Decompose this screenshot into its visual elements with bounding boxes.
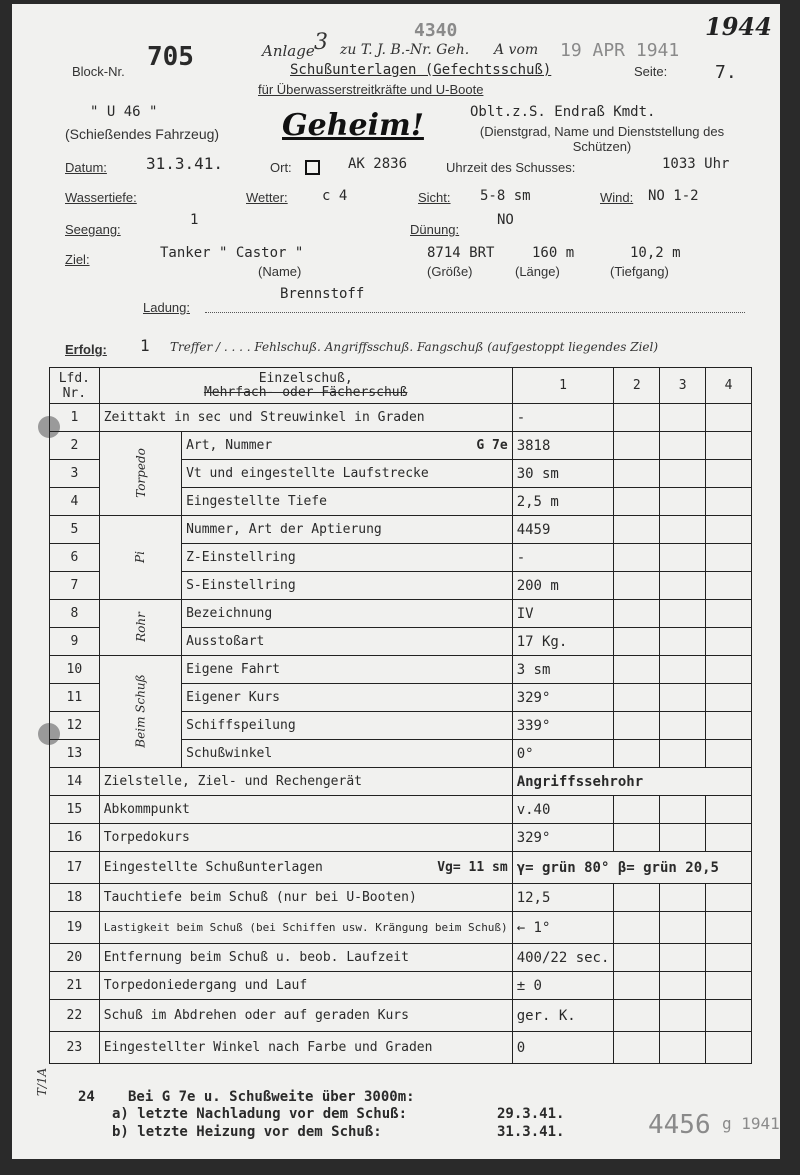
- row-label-text: Entfernung beim Schuß u. beob. Laufzeit: [103, 950, 409, 965]
- table-row: [50, 852, 752, 884]
- row-value-col-1: 0°: [512, 740, 614, 768]
- row-value-col-1: 12,5: [512, 884, 614, 912]
- row-label-text: S-Einstellring: [186, 578, 296, 593]
- row-label: [182, 488, 513, 516]
- group-label-rohr: [99, 600, 181, 656]
- col-lfd-header: Lfd. Nr.: [50, 368, 100, 404]
- seite-label: Seite:: [634, 64, 668, 79]
- row-label-text: Schußwinkel: [186, 746, 273, 761]
- margin-mark: T/1A: [35, 1067, 50, 1097]
- stamp-number: 4340: [414, 20, 458, 41]
- row-value-col-4: [706, 628, 752, 656]
- row-value-col-4: [706, 740, 752, 768]
- row-value-col-3: [660, 544, 706, 572]
- ziel-tiefgang: 10,2 m: [630, 245, 681, 261]
- row-value-col-2: [614, 912, 660, 944]
- block-label: Block-Nr.: [72, 64, 125, 79]
- date-stamp: 19 APR 1941: [560, 40, 680, 61]
- wetter-value: c 4: [322, 188, 348, 204]
- vessel-caption: (Schießendes Fahrzeug): [65, 126, 220, 142]
- row-number: 1: [50, 404, 100, 432]
- ziel-label: Ziel:: [65, 252, 90, 267]
- row-24-b: b) letzte Heizung vor dem Schuß:: [112, 1124, 382, 1140]
- corner-mark: 1944: [705, 12, 772, 41]
- row-value-col-2: [614, 944, 660, 972]
- row-value-col-1: 3818: [512, 432, 614, 460]
- erfolg-options: Treffer / . . . . Fehlschuß. Angriffsschuß. Fangschuß (aufgestoppt liegendes Ziel): [170, 340, 659, 354]
- row-label: [182, 432, 513, 460]
- row-number: 12: [50, 712, 100, 740]
- row-value-col-2: [614, 544, 660, 572]
- col-desc-header: [99, 368, 512, 404]
- row-label-text: Eingestellter Winkel nach Farbe und Graden: [103, 1040, 433, 1055]
- duenung-label: Dünung:: [410, 222, 460, 237]
- row-value-col-2: [614, 572, 660, 600]
- row-value-col-4: [706, 712, 752, 740]
- row-value-col-4: [706, 684, 752, 712]
- row-label-text: Vt und eingestellte Laufstrecke: [186, 466, 429, 481]
- caption-laenge: (Länge): [515, 264, 560, 279]
- row-value-col-3: [660, 432, 706, 460]
- uhrzeit-value: 1033 Uhr: [662, 156, 730, 172]
- vessel-name: " U 46 ": [90, 104, 158, 120]
- ref-label: zu T. J. B.-Nr. Geh.: [340, 42, 470, 58]
- table-row: [50, 404, 752, 432]
- table-row: [50, 432, 752, 460]
- row-label-text: Abkommpunkt: [103, 802, 190, 817]
- row-label-text: Zeittakt in sec und Streuwinkel in Graden: [103, 410, 425, 425]
- form-title: Schußunterlagen (Gefechtsschuß): [290, 62, 552, 78]
- row-label-text: Eingestellte Tiefe: [186, 494, 327, 509]
- row-value-col-1: 339°: [512, 712, 614, 740]
- row-label: [182, 544, 513, 572]
- row-value-col-1: 17 Kg.: [512, 628, 614, 656]
- row-value-col-3: [660, 684, 706, 712]
- row-label-text: Eingestellte Schußunterlagen: [103, 860, 323, 875]
- wind-value: NO 1-2: [648, 188, 699, 204]
- row-value-col-4: [706, 600, 752, 628]
- ziel-groesse: 8714 BRT: [427, 245, 495, 261]
- row-value-col-3: [660, 884, 706, 912]
- row-number: 9: [50, 628, 100, 656]
- sicht-label: Sicht:: [418, 190, 451, 205]
- row-value-col-1: 329°: [512, 684, 614, 712]
- row-extra-note: G 7e: [476, 438, 508, 453]
- row-value-col-2: [614, 404, 660, 432]
- row-24-b-value: 31.3.41.: [497, 1124, 565, 1140]
- row-label-text: Nummer, Art der Aptierung: [186, 522, 382, 537]
- row-label: [99, 824, 512, 852]
- row-value-col-3: [660, 404, 706, 432]
- row-number: 15: [50, 796, 100, 824]
- col-3-header: 3: [660, 368, 706, 404]
- row-value-col-4: [706, 796, 752, 824]
- row-value-col-2: [614, 972, 660, 1000]
- row-label-text: Bezeichnung: [186, 606, 273, 621]
- bottom-stamp: 4456: [648, 1110, 711, 1140]
- row-value-col-3: [660, 1032, 706, 1064]
- row-label: [182, 460, 513, 488]
- seegang-label: Seegang:: [65, 222, 121, 237]
- table-row: [50, 796, 752, 824]
- row-24-a-value: 29.3.41.: [497, 1106, 565, 1122]
- row-label: [99, 884, 512, 912]
- ziel-laenge: 160 m: [532, 245, 575, 261]
- row-value-col-3: [660, 516, 706, 544]
- datum-value: 31.3.41.: [146, 154, 224, 173]
- row-value-col-3: [660, 1000, 706, 1032]
- row-value-col-1: ± 0: [512, 972, 614, 1000]
- row-label: [99, 912, 512, 944]
- row-24-a: a) letzte Nachladung vor dem Schuß:: [112, 1106, 408, 1122]
- row-value-col-1: 2,5 m: [512, 488, 614, 516]
- row-label-text: Tauchtiefe beim Schuß (nur bei U-Booten): [103, 890, 417, 905]
- row-value-col-1: ← 1°: [512, 912, 614, 944]
- row-label: [99, 796, 512, 824]
- bottom-stamp-year: g 1941: [722, 1114, 780, 1133]
- caption-name: (Name): [258, 264, 302, 279]
- ladung-label: Ladung:: [143, 300, 190, 315]
- group-label-pi: [99, 516, 181, 600]
- col-4-header: 4: [706, 368, 752, 404]
- row-value-col-3: [660, 572, 706, 600]
- row-24-text: Bei G 7e u. Schußweite über 3000m:: [128, 1089, 415, 1105]
- caption-tiefgang: (Tiefgang): [610, 264, 669, 279]
- row-value-col-2: [614, 1000, 660, 1032]
- row-value-col-4: [706, 1000, 752, 1032]
- row-value-col-2: [614, 628, 660, 656]
- row-value-col-4: [706, 460, 752, 488]
- table-row: [50, 1000, 752, 1032]
- erfolg-label: Erfolg:: [65, 342, 107, 357]
- row-value-col-2: [614, 712, 660, 740]
- table-row: [50, 516, 752, 544]
- sicht-value: 5-8 sm: [480, 188, 531, 204]
- ort-label: Ort:: [270, 160, 292, 175]
- row-value-col-1: Angriffssehrohr: [512, 768, 751, 796]
- row-label: [99, 768, 512, 796]
- row-value-col-2: [614, 1032, 660, 1064]
- group-label-text: Pi: [133, 551, 148, 563]
- row-value-col-2: [614, 740, 660, 768]
- row-value-col-4: [706, 432, 752, 460]
- row-number: 8: [50, 600, 100, 628]
- row-value-col-1: IV: [512, 600, 614, 628]
- col-head-line1: Einzelschuß,: [258, 370, 353, 386]
- erfolg-value: 1: [140, 336, 150, 355]
- row-value-col-3: [660, 972, 706, 1000]
- row-value-col-1: 30 sm: [512, 460, 614, 488]
- ladung-value: Brennstoff: [280, 286, 365, 302]
- table-row: [50, 912, 752, 944]
- row-value-col-3: [660, 796, 706, 824]
- group-label-text: Beim Schuß: [133, 674, 148, 748]
- row-label-text: Zielstelle, Ziel- und Rechengerät: [103, 774, 362, 789]
- row-value-col-2: [614, 684, 660, 712]
- row-label-text: Torpedokurs: [103, 830, 190, 845]
- row-value-col-1: -: [512, 544, 614, 572]
- wassertiefe-label: Wassertiefe:: [65, 190, 137, 205]
- row-value-col-3: [660, 824, 706, 852]
- row-value-col-1: -: [512, 404, 614, 432]
- row-value-col-4: [706, 944, 752, 972]
- form-subtitle: für Überwasserstreitkräfte und U-Boote: [258, 82, 484, 97]
- row-value-col-4: [706, 656, 752, 684]
- row-value-col-2: [614, 656, 660, 684]
- table-row: [50, 972, 752, 1000]
- row-label: [99, 1000, 512, 1032]
- row-label: [99, 404, 512, 432]
- row-number: 6: [50, 544, 100, 572]
- row-value-col-1: 329°: [512, 824, 614, 852]
- row-number: 16: [50, 824, 100, 852]
- checkbox-icon: [305, 160, 320, 175]
- row-value-col-2: [614, 600, 660, 628]
- wind-label: Wind:: [600, 190, 634, 205]
- caption-groesse: (Größe): [427, 264, 473, 279]
- row-value-col-4: [706, 1032, 752, 1064]
- ort-value: AK 2836: [348, 156, 408, 172]
- row-number: 2: [50, 432, 100, 460]
- row-value-col-2: [614, 432, 660, 460]
- row-label: [182, 684, 513, 712]
- row-value-col-3: [660, 944, 706, 972]
- row-value-col-3: [660, 712, 706, 740]
- row-label-text: Eigene Fahrt: [186, 662, 280, 677]
- row-value-col-2: [614, 884, 660, 912]
- ladung-dotted-line: [205, 312, 745, 313]
- row-24-number: 24: [78, 1089, 95, 1105]
- commander: Oblt.z.S. Endraß Kmdt.: [470, 104, 656, 120]
- row-value-col-1: 0: [512, 1032, 614, 1064]
- row-value-col-4: [706, 572, 752, 600]
- row-value-col-4: [706, 516, 752, 544]
- commander-caption: (Dienstgrad, Name und Dienststellung des Schützen): [479, 124, 725, 154]
- row-label-text: Art, Nummer: [186, 438, 273, 453]
- row-number: 3: [50, 460, 100, 488]
- row-label: [182, 740, 513, 768]
- seegang-value: 1: [190, 212, 199, 228]
- shot-data-table: [49, 367, 752, 1064]
- row-label-text: Schiffspeilung: [186, 718, 296, 733]
- row-label: [99, 944, 512, 972]
- table-row: [50, 768, 752, 796]
- row-label: [99, 852, 512, 884]
- row-value-col-1: 200 m: [512, 572, 614, 600]
- row-label: [182, 656, 513, 684]
- table-row: [50, 1032, 752, 1064]
- table-row: [50, 884, 752, 912]
- block-number: 705: [147, 42, 194, 72]
- row-value-col-4: [706, 884, 752, 912]
- row-label: [182, 712, 513, 740]
- row-number: 4: [50, 488, 100, 516]
- group-label-text: Rohr: [133, 612, 148, 642]
- row-value-col-2: [614, 824, 660, 852]
- row-value-col-4: [706, 544, 752, 572]
- row-value-col-4: [706, 972, 752, 1000]
- row-label: [182, 600, 513, 628]
- geheim-stamp: Geheim!: [282, 108, 424, 143]
- group-label-text: Torpedo: [133, 448, 148, 498]
- row-number: 21: [50, 972, 100, 1000]
- row-value-col-1: γ= grün 80° β= grün 20,5: [512, 852, 751, 884]
- row-label: [99, 972, 512, 1000]
- row-value-col-1: v.40: [512, 796, 614, 824]
- row-number: 5: [50, 516, 100, 544]
- row-label-text: Torpedoniedergang und Lauf: [103, 978, 308, 993]
- col-head-line2: Mehrfach- oder Fächerschuß: [203, 384, 408, 400]
- row-label-text: Z-Einstellring: [186, 550, 296, 565]
- ziel-name: Tanker " Castor ": [160, 245, 304, 261]
- row-number: 17: [50, 852, 100, 884]
- col-2-header: 2: [614, 368, 660, 404]
- row-value-col-3: [660, 656, 706, 684]
- seite-value: 7.: [715, 62, 737, 83]
- row-label-text: Lastigkeit beim Schuß (bei Schiffen usw. Krängung beim Schuß): [103, 921, 508, 934]
- row-value-col-4: [706, 824, 752, 852]
- row-number: 19: [50, 912, 100, 944]
- row-number: 7: [50, 572, 100, 600]
- row-value-col-3: [660, 912, 706, 944]
- row-value-col-2: [614, 516, 660, 544]
- row-number: 22: [50, 1000, 100, 1032]
- row-value-col-3: [660, 600, 706, 628]
- row-value-col-3: [660, 488, 706, 516]
- row-number: 14: [50, 768, 100, 796]
- table-row: [50, 600, 752, 628]
- group-label-torpedo: [99, 432, 181, 516]
- row-label: [182, 628, 513, 656]
- row-extra-note: Vg= 11 sm: [437, 860, 508, 875]
- group-label-beim_schuss: [99, 656, 181, 768]
- table-row: [50, 656, 752, 684]
- row-number: 20: [50, 944, 100, 972]
- row-label-text: Ausstoßart: [186, 634, 265, 649]
- row-value-col-1: ger. K.: [512, 1000, 614, 1032]
- row-number: 11: [50, 684, 100, 712]
- table-row: [50, 944, 752, 972]
- wetter-label: Wetter:: [246, 190, 288, 205]
- row-number: 18: [50, 884, 100, 912]
- row-label-text: Eigener Kurs: [186, 690, 280, 705]
- row-value-col-3: [660, 628, 706, 656]
- col-1-header: 1: [512, 368, 614, 404]
- row-value-col-1: 4459: [512, 516, 614, 544]
- row-value-col-3: [660, 460, 706, 488]
- table-header-row: [50, 368, 752, 404]
- table-row: [50, 824, 752, 852]
- row-value-col-2: [614, 488, 660, 516]
- row-number: 23: [50, 1032, 100, 1064]
- row-label-text: Schuß im Abdrehen oder auf geraden Kurs: [103, 1008, 409, 1023]
- row-value-col-4: [706, 404, 752, 432]
- row-value-col-1: 400/22 sec.: [512, 944, 614, 972]
- anlage-label: Anlage: [262, 42, 315, 60]
- anlage-number: 3: [314, 30, 328, 55]
- row-value-col-2: [614, 460, 660, 488]
- row-number: 13: [50, 740, 100, 768]
- row-label: [99, 1032, 512, 1064]
- duenung-value: NO: [497, 212, 514, 228]
- row-value-col-4: [706, 912, 752, 944]
- row-value-col-3: [660, 740, 706, 768]
- uhrzeit-label: Uhrzeit des Schusses:: [446, 160, 576, 175]
- row-value-col-1: 3 sm: [512, 656, 614, 684]
- row-value-col-2: [614, 796, 660, 824]
- datum-label: Datum:: [65, 160, 107, 175]
- row-number: 10: [50, 656, 100, 684]
- row-label: [182, 572, 513, 600]
- row-value-col-4: [706, 488, 752, 516]
- a-vom-label: A vom: [494, 42, 539, 58]
- row-label: [182, 516, 513, 544]
